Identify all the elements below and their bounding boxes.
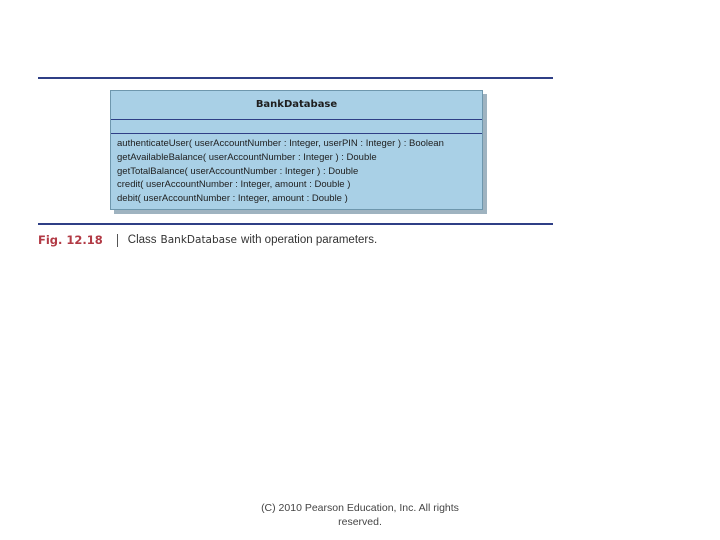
bottom-divider [38,223,553,225]
caption-text-after: with operation parameters. [241,234,378,246]
uml-class-box [110,90,483,210]
class-name: BankDatabase [111,91,482,120]
attributes-compartment [111,120,482,134]
figure-caption [38,231,377,249]
operation-debit: debit( userAccountNumber : Integer, amount : Double ) [117,193,348,205]
caption-text-before: Class [127,234,157,246]
operation-get-total-balance: getTotalBalance( userAccountNumber : Integer ) : Double [117,165,359,177]
copyright-notice: (C) 2010 Pearson Education, Inc. All rights reserved. [261,502,459,528]
top-divider [38,77,553,79]
figure-label: Fig. 12.18 [38,233,103,247]
operation-authenticate-user: authenticateUser( userAccountNumber : Integer, userPIN : Integer ) : Boolean [117,138,444,149]
caption-class-code: BankDatabase [160,234,238,246]
operation-credit: credit( userAccountNumber : Integer, amount : Double ) [117,179,351,191]
caption-separator [117,234,118,247]
operations-compartment [111,134,482,206]
operation-get-available-balance: getAvailableBalance( userAccountNumber : Integer ) : Double [117,151,377,163]
